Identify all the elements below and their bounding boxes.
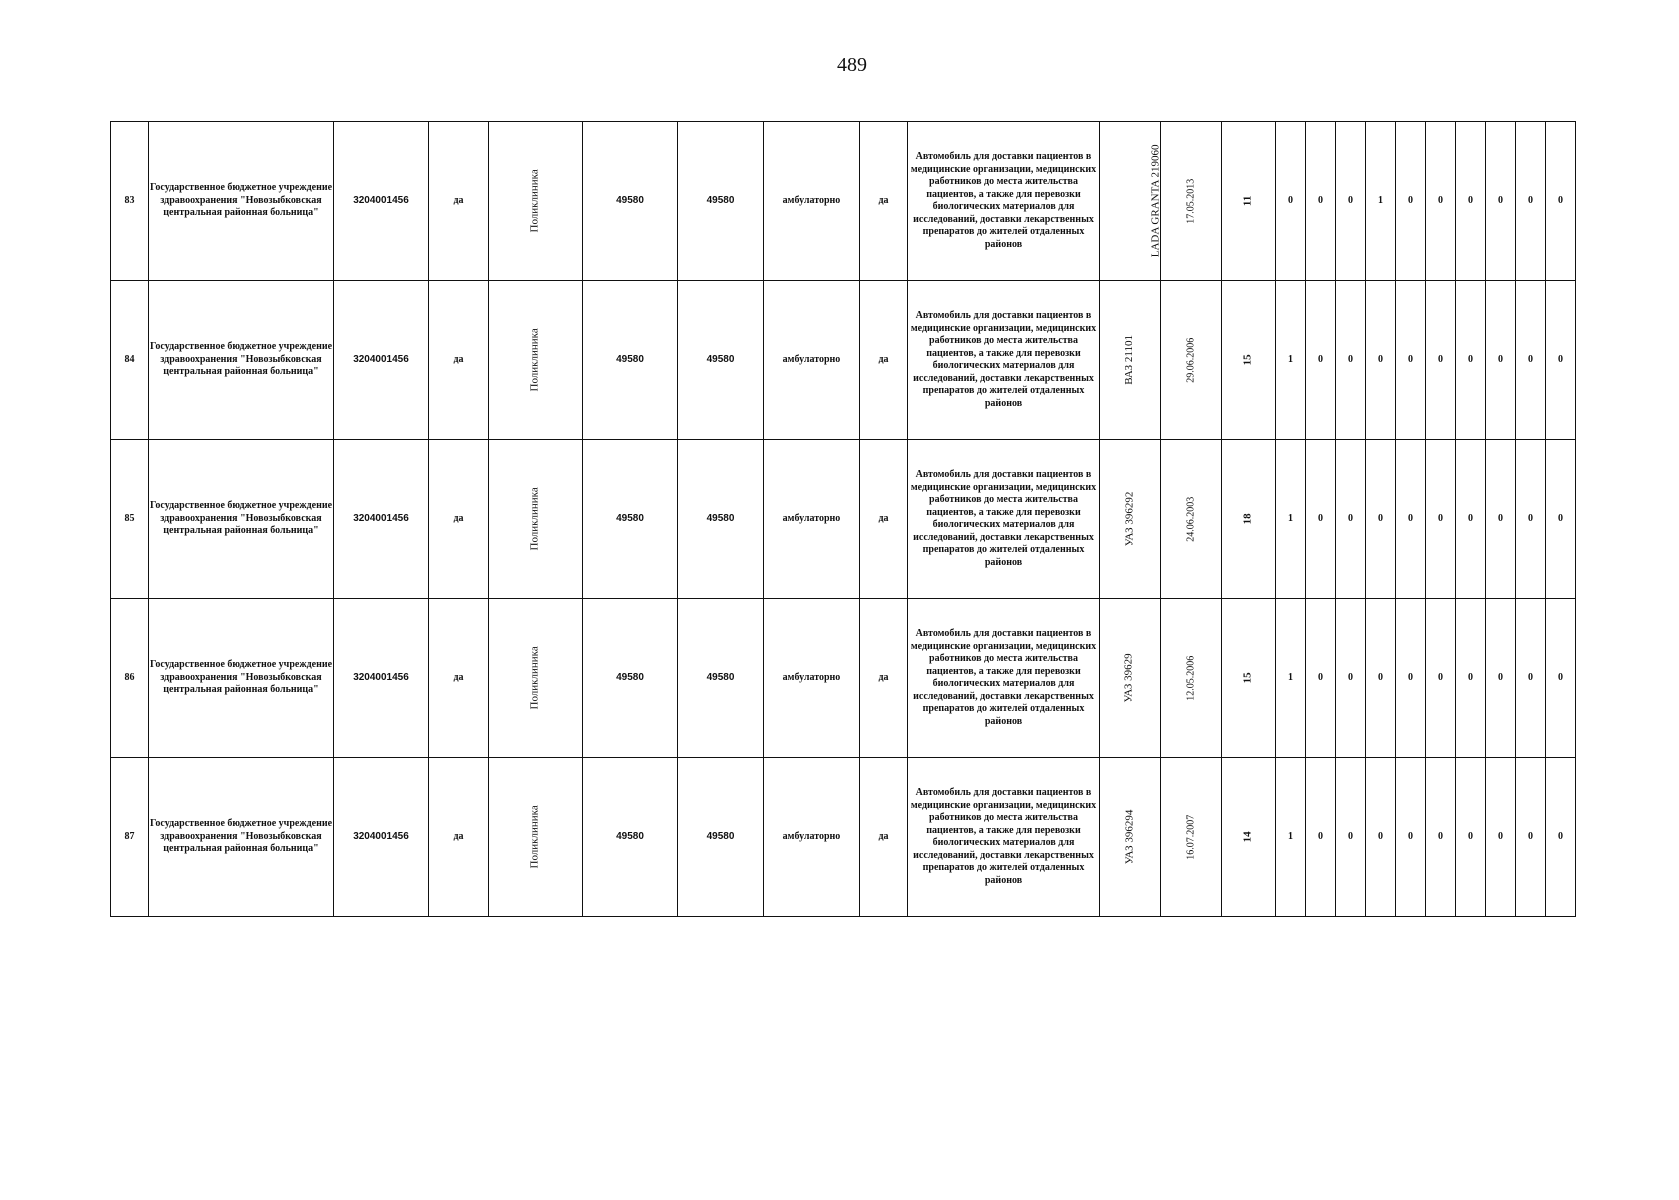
value-cell: 49580 (583, 122, 678, 281)
count-cell: 1 (1276, 281, 1306, 440)
vehicle-registry-table (110, 121, 1576, 917)
count-cell: 0 (1486, 281, 1516, 440)
flag-cell: да (429, 281, 489, 440)
unit-label: Поликлиника (528, 487, 541, 551)
count-cell: 0 (1306, 599, 1336, 758)
date-label: 29.06.2006 (1184, 337, 1196, 383)
unit-cell (489, 599, 583, 758)
purpose-cell: Автомобиль для доставки пациентов в медицинские организации, медицинских работников до места жительства пациентов, а также для перевозки биологических материалов для исследований, доставки лекарственных препаратов до жителей отдаленных районов (908, 281, 1100, 440)
count-cell: 0 (1486, 599, 1516, 758)
organization-cell: Государственное бюджетное учреждение здравоохранения "Новозыбковская центральная районная больница" (149, 440, 334, 599)
organization-cell: Государственное бюджетное учреждение здравоохранения "Новозыбковская центральная районная больница" (149, 599, 334, 758)
date-label: 24.06.2003 (1184, 496, 1196, 542)
value-cell: 49580 (678, 281, 764, 440)
age-cell (1222, 122, 1276, 281)
purpose-cell: Автомобиль для доставки пациентов в медицинские организации, медицинских работников до места жительства пациентов, а также для перевозки биологических материалов для исследований, доставки лекарственных препаратов до жителей отдаленных районов (908, 440, 1100, 599)
count-cell: 0 (1336, 440, 1366, 599)
count-cell: 0 (1366, 281, 1396, 440)
count-cell: 1 (1276, 758, 1306, 917)
count-cell: 0 (1306, 440, 1336, 599)
row-number-cell: 85 (111, 440, 149, 599)
inn-cell: 3204001456 (334, 281, 429, 440)
vehicle-cell (1100, 440, 1161, 599)
purpose-cell: Автомобиль для доставки пациентов в медицинские организации, медицинских работников до места жительства пациентов, а также для перевозки биологических материалов для исследований, доставки лекарственных препаратов до жителей отдаленных районов (908, 122, 1100, 281)
table-row (111, 599, 1576, 758)
count-cell: 0 (1366, 440, 1396, 599)
count-cell: 0 (1486, 440, 1516, 599)
unit-label: Поликлиника (528, 328, 541, 392)
table-row (111, 122, 1576, 281)
age-cell (1222, 440, 1276, 599)
row-number-cell: 86 (111, 599, 149, 758)
count-cell: 0 (1456, 440, 1486, 599)
date-label: 17.05.2013 (1184, 178, 1196, 224)
table-body (111, 122, 1576, 917)
unit-cell (489, 122, 583, 281)
flag-cell: да (429, 122, 489, 281)
value-cell: 49580 (583, 599, 678, 758)
count-cell: 0 (1546, 281, 1576, 440)
vehicle-model-label: УАЗ 396294 (1123, 809, 1136, 865)
vehicle-model-label: УАЗ 39629 (1123, 653, 1136, 703)
count-cell: 0 (1306, 122, 1336, 281)
count-cell: 0 (1516, 599, 1546, 758)
date-cell (1161, 599, 1222, 758)
flag-cell: да (860, 599, 908, 758)
count-cell: 0 (1486, 122, 1516, 281)
value-cell: 49580 (678, 440, 764, 599)
unit-label: Поликлиника (528, 646, 541, 710)
count-cell: 0 (1426, 122, 1456, 281)
count-cell: 0 (1276, 122, 1306, 281)
inn-cell: 3204001456 (334, 122, 429, 281)
flag-cell: да (429, 599, 489, 758)
age-cell (1222, 599, 1276, 758)
age-label: 11 (1241, 195, 1254, 207)
value-cell: 49580 (583, 440, 678, 599)
date-cell (1161, 440, 1222, 599)
count-cell: 1 (1366, 122, 1396, 281)
count-cell: 0 (1306, 758, 1336, 917)
date-cell (1161, 122, 1222, 281)
value-cell: 49580 (678, 758, 764, 917)
count-cell: 0 (1396, 440, 1426, 599)
unit-label: Поликлиника (528, 805, 541, 869)
count-cell: 0 (1306, 281, 1336, 440)
vehicle-cell (1100, 599, 1161, 758)
value-cell: 49580 (678, 122, 764, 281)
value-cell: 49580 (678, 599, 764, 758)
inn-cell: 3204001456 (334, 599, 429, 758)
purpose-cell: Автомобиль для доставки пациентов в медицинские организации, медицинских работников до места жительства пациентов, а также для перевозки биологических материалов для исследований, доставки лекарственных препаратов до жителей отдаленных районов (908, 758, 1100, 917)
vehicle-cell (1100, 758, 1161, 917)
count-cell: 0 (1336, 281, 1366, 440)
unit-cell (489, 758, 583, 917)
vehicle-model-label: LADA GRANTA 219060 (1149, 144, 1162, 258)
age-label: 15 (1241, 354, 1254, 366)
flag-cell: да (429, 440, 489, 599)
count-cell: 0 (1396, 758, 1426, 917)
count-cell: 0 (1486, 758, 1516, 917)
count-cell: 0 (1516, 758, 1546, 917)
count-cell: 0 (1396, 281, 1426, 440)
count-cell: 0 (1426, 281, 1456, 440)
row-number-cell: 87 (111, 758, 149, 917)
count-cell: 0 (1456, 758, 1486, 917)
care-type-cell: амбулаторно (764, 440, 860, 599)
count-cell: 1 (1276, 440, 1306, 599)
inn-cell: 3204001456 (334, 440, 429, 599)
date-cell (1161, 281, 1222, 440)
value-cell: 49580 (583, 758, 678, 917)
age-label: 15 (1241, 672, 1254, 684)
flag-cell: да (860, 758, 908, 917)
care-type-cell: амбулаторно (764, 599, 860, 758)
care-type-cell: амбулаторно (764, 281, 860, 440)
age-label: 14 (1241, 831, 1254, 843)
count-cell: 1 (1276, 599, 1306, 758)
count-cell: 0 (1546, 758, 1576, 917)
vehicle-cell (1100, 122, 1161, 281)
flag-cell: да (429, 758, 489, 917)
count-cell: 0 (1426, 758, 1456, 917)
organization-cell: Государственное бюджетное учреждение здравоохранения "Новозыбковская центральная районная больница" (149, 122, 334, 281)
date-label: 16.07.2007 (1184, 814, 1196, 860)
count-cell: 0 (1396, 122, 1426, 281)
count-cell: 0 (1366, 599, 1396, 758)
count-cell: 0 (1456, 281, 1486, 440)
purpose-cell: Автомобиль для доставки пациентов в медицинские организации, медицинских работников до места жительства пациентов, а также для перевозки биологических материалов для исследований, доставки лекарственных препаратов до жителей отдаленных районов (908, 599, 1100, 758)
count-cell: 0 (1456, 122, 1486, 281)
age-label: 18 (1241, 513, 1254, 525)
table-row (111, 440, 1576, 599)
date-cell (1161, 758, 1222, 917)
organization-cell: Государственное бюджетное учреждение здравоохранения "Новозыбковская центральная районная больница" (149, 281, 334, 440)
value-cell: 49580 (583, 281, 678, 440)
unit-label: Поликлиника (528, 169, 541, 233)
inn-cell: 3204001456 (334, 758, 429, 917)
care-type-cell: амбулаторно (764, 758, 860, 917)
count-cell: 0 (1546, 440, 1576, 599)
count-cell: 0 (1546, 599, 1576, 758)
count-cell: 0 (1426, 599, 1456, 758)
age-cell (1222, 758, 1276, 917)
flag-cell: да (860, 122, 908, 281)
count-cell: 0 (1426, 440, 1456, 599)
vehicle-model-label: УАЗ 396292 (1123, 491, 1136, 547)
count-cell: 0 (1366, 758, 1396, 917)
unit-cell (489, 440, 583, 599)
row-number-cell: 84 (111, 281, 149, 440)
care-type-cell: амбулаторно (764, 122, 860, 281)
flag-cell: да (860, 440, 908, 599)
count-cell: 0 (1396, 599, 1426, 758)
table-row (111, 758, 1576, 917)
date-label: 12.05.2006 (1184, 655, 1196, 701)
vehicle-cell (1100, 281, 1161, 440)
age-cell (1222, 281, 1276, 440)
row-number-cell: 83 (111, 122, 149, 281)
count-cell: 0 (1516, 440, 1546, 599)
count-cell: 0 (1336, 599, 1366, 758)
unit-cell (489, 281, 583, 440)
vehicle-model-label: ВАЗ 21101 (1123, 335, 1136, 385)
flag-cell: да (860, 281, 908, 440)
table-row (111, 281, 1576, 440)
organization-cell: Государственное бюджетное учреждение здравоохранения "Новозыбковская центральная районная больница" (149, 758, 334, 917)
count-cell: 0 (1516, 281, 1546, 440)
count-cell: 0 (1546, 122, 1576, 281)
count-cell: 0 (1336, 758, 1366, 917)
count-cell: 0 (1456, 599, 1486, 758)
page-number: 489 (837, 54, 867, 76)
count-cell: 0 (1516, 122, 1546, 281)
count-cell: 0 (1336, 122, 1366, 281)
